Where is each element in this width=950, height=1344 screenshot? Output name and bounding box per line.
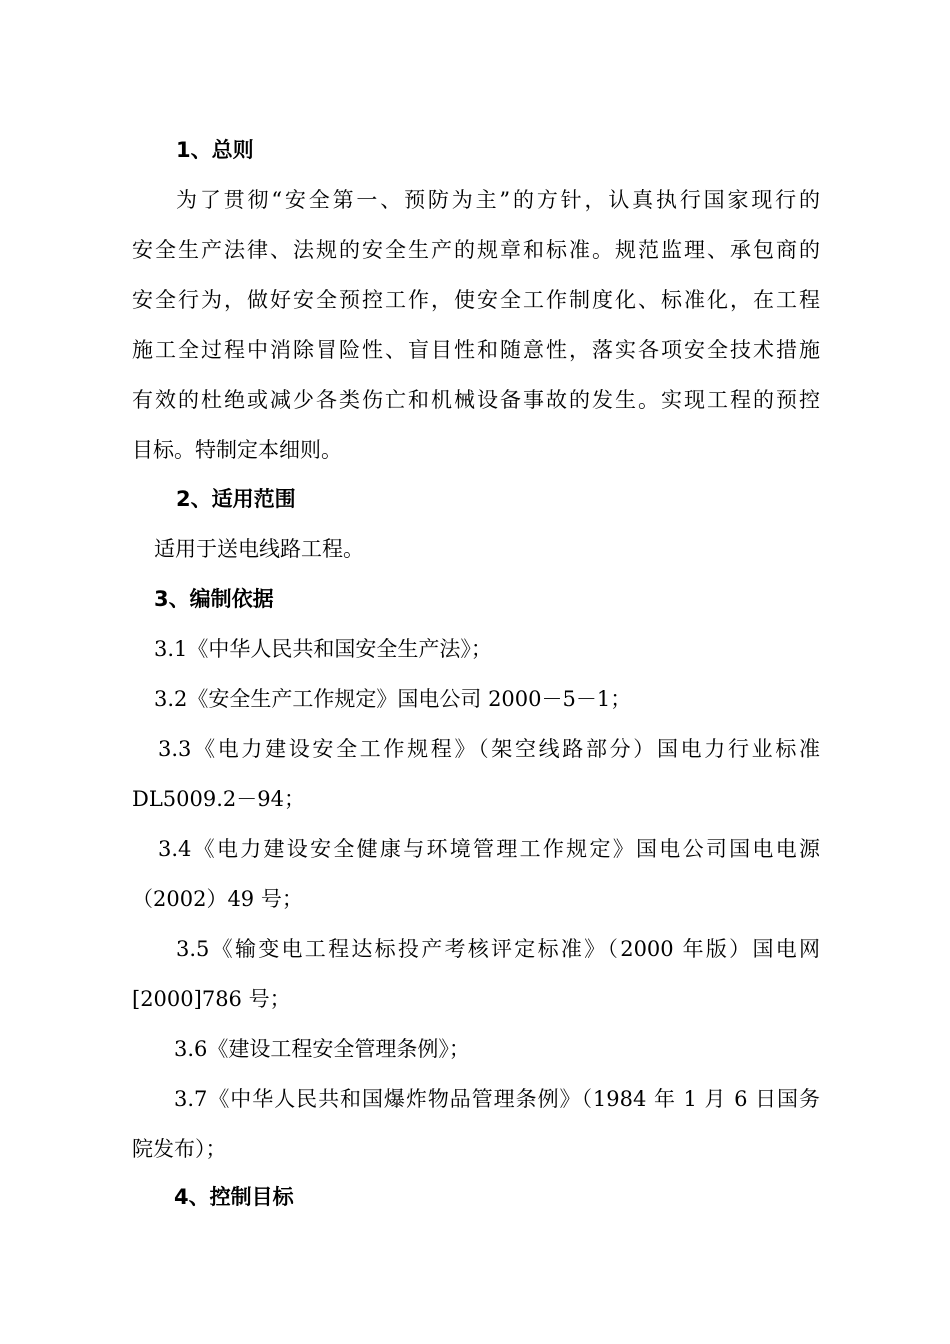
paragraph-line: 施工全过程中消除冒险性、盲目性和随意性，落实各项安全技术措施	[132, 338, 820, 362]
basis-item-3-7-cont: 院发布）；	[132, 1137, 227, 1161]
scope-text: 适用于送电线路工程。	[154, 537, 364, 561]
paragraph-line: 目标。特制定本细则。	[132, 438, 342, 462]
basis-item-3-5-cont: [2000]786 号；	[132, 987, 291, 1011]
section-heading-general: 1、总则	[176, 138, 254, 162]
section-heading-scope: 2、适用范围	[176, 487, 296, 511]
section-heading-control-target: 4、控制目标	[174, 1185, 294, 1209]
paragraph-line: 安全行为，做好安全预控工作，使安全工作制度化、标准化，在工程	[132, 288, 820, 312]
basis-item-3-4-cont: （2002）49 号；	[132, 887, 303, 911]
section-heading-basis: 3、编制依据	[154, 587, 274, 611]
paragraph-line: 安全生产法律、法规的安全生产的规章和标准。规范监理、承包商的	[132, 238, 820, 262]
basis-item-3-3: 3.3《电力建设安全工作规程》（架空线路部分）国电力行业标准	[158, 737, 820, 761]
basis-item-3-6: 3.6《建设工程安全管理条例》；	[174, 1037, 470, 1061]
basis-item-3-5: 3.5《输变电工程达标投产考核评定标准》（2000 年版）国电网	[176, 937, 820, 961]
basis-item-3-7: 3.7《中华人民共和国爆炸物品管理条例》（1984 年 1 月 6 日国务	[174, 1087, 820, 1111]
paragraph-line: 为了贯彻“安全第一、预防为主”的方针，认真执行国家现行的	[176, 188, 820, 212]
basis-item-3-4: 3.4《电力建设安全健康与环境管理工作规定》国电公司国电电源	[158, 837, 820, 861]
basis-item-3-2: 3.2《安全生产工作规定》国电公司 2000－5－1；	[154, 687, 632, 711]
basis-item-3-3-cont: DL5009.2－94；	[132, 787, 305, 811]
basis-item-3-1: 3.1《中华人民共和国安全生产法》；	[154, 637, 492, 661]
paragraph-line: 有效的杜绝或减少各类伤亡和机械设备事故的发生。实现工程的预控	[132, 388, 820, 412]
